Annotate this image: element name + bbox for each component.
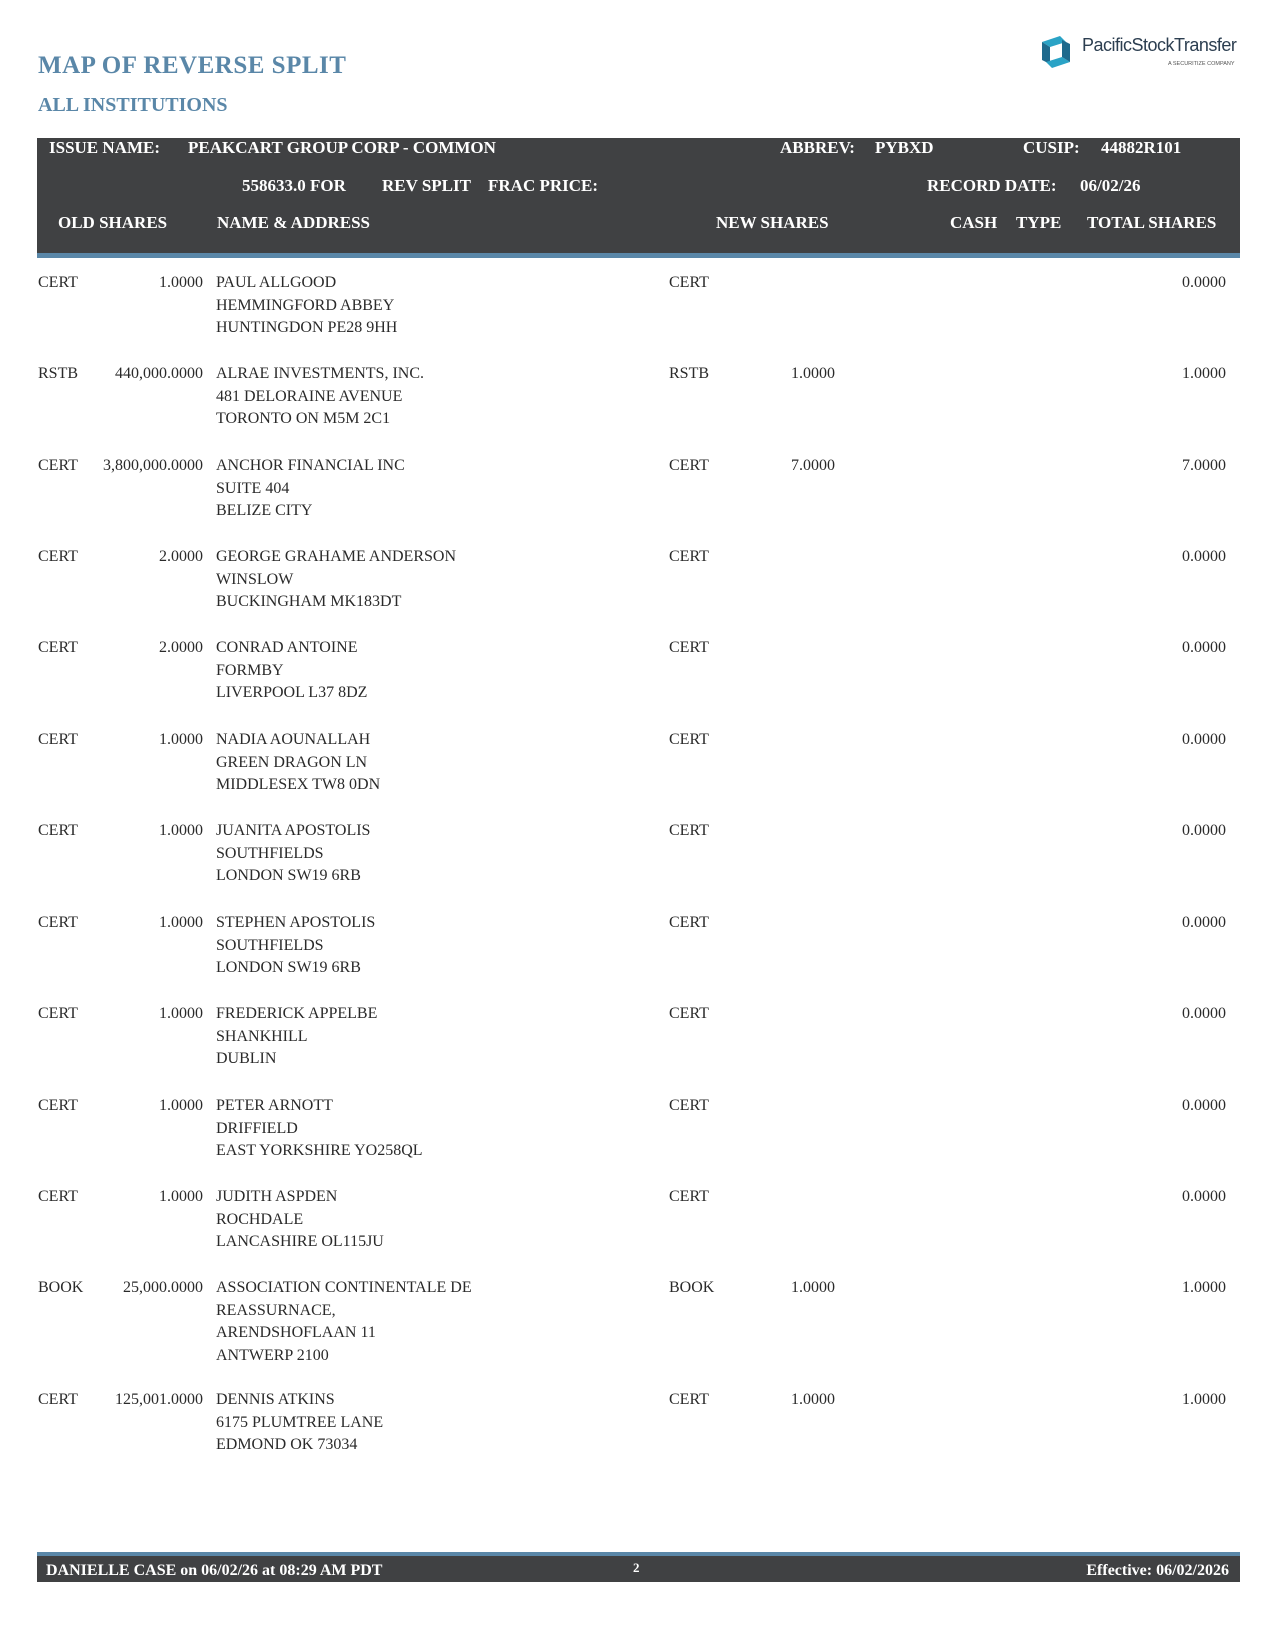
address-line: REASSURNACE, bbox=[216, 1301, 336, 1319]
address-line: LONDON SW19 6RB bbox=[216, 867, 361, 884]
new-type: CERT bbox=[669, 1097, 709, 1114]
old-shares: 3,800,000.0000 bbox=[103, 457, 203, 474]
old-shares: 125,001.0000 bbox=[115, 1391, 203, 1408]
address-line: ARENDSHOFLAAN 11 bbox=[216, 1324, 376, 1341]
old-type: CERT bbox=[38, 914, 78, 931]
address-line: HEMMINGFORD ABBEY bbox=[216, 296, 395, 314]
total-shares: 0.0000 bbox=[1182, 822, 1226, 839]
address-line: ASSOCIATION CONTINENTALE DE bbox=[216, 1279, 472, 1296]
address-line: BELIZE CITY bbox=[216, 502, 313, 519]
address-line: SUITE 404 bbox=[216, 479, 290, 497]
new-type: RSTB bbox=[669, 365, 710, 382]
total-shares: 0.0000 bbox=[1182, 731, 1226, 748]
total-shares: 0.0000 bbox=[1182, 914, 1226, 931]
logo-tagline: A SECURITIZE COMPANY bbox=[1168, 61, 1235, 67]
address-line: JUANITA APOSTOLIS bbox=[216, 822, 371, 839]
old-shares: 1.0000 bbox=[159, 1005, 203, 1022]
new-shares: 1.0000 bbox=[791, 1391, 835, 1408]
old-shares: 1.0000 bbox=[159, 1097, 203, 1114]
new-type: CERT bbox=[669, 457, 709, 474]
total-shares: 0.0000 bbox=[1182, 1097, 1226, 1114]
new-type: CERT bbox=[669, 639, 709, 656]
old-shares: 1.0000 bbox=[159, 822, 203, 839]
address-line: MIDDLESEX TW8 0DN bbox=[216, 776, 381, 793]
old-shares: 1.0000 bbox=[159, 731, 203, 748]
address-line: SHANKHILL bbox=[216, 1027, 308, 1045]
address-line: 6175 PLUMTREE LANE bbox=[216, 1413, 384, 1431]
new-type: CERT bbox=[669, 822, 709, 839]
frac-price-label: FRAC PRICE: bbox=[488, 176, 599, 195]
address-line: PAUL ALLGOOD bbox=[216, 274, 337, 291]
address-line: ANCHOR FINANCIAL INC bbox=[216, 457, 405, 474]
total-shares: 0.0000 bbox=[1182, 274, 1226, 291]
total-shares: 0.0000 bbox=[1182, 548, 1226, 565]
rev-split-label: REV SPLIT bbox=[382, 176, 471, 195]
address-line: EAST YORKSHIRE YO258QL bbox=[216, 1142, 423, 1159]
new-type: CERT bbox=[669, 731, 709, 748]
column-type: TYPE bbox=[1016, 213, 1062, 232]
new-shares: 1.0000 bbox=[791, 365, 835, 382]
issue-name-label: ISSUE NAME: bbox=[49, 138, 160, 157]
issue-name-value: PEAKCART GROUP CORP - COMMON bbox=[188, 138, 496, 157]
address-line: FORMBY bbox=[216, 661, 284, 679]
address-line: ALRAE INVESTMENTS, INC. bbox=[216, 365, 424, 382]
new-type: CERT bbox=[669, 914, 709, 931]
address-line: JUDITH ASPDEN bbox=[216, 1188, 338, 1205]
new-type: CERT bbox=[669, 548, 709, 565]
total-shares: 1.0000 bbox=[1182, 1279, 1226, 1296]
column-total-shares: TOTAL SHARES bbox=[1087, 213, 1217, 232]
old-type: BOOK bbox=[38, 1279, 84, 1296]
logo-wordmark: PacificStockTransfer bbox=[1082, 35, 1237, 55]
total-shares: 1.0000 bbox=[1182, 1391, 1226, 1408]
report-subtitle: ALL INSTITUTIONS bbox=[38, 94, 228, 116]
record-date-value: 06/02/26 bbox=[1080, 176, 1141, 195]
address-line: WINSLOW bbox=[216, 570, 294, 588]
address-line: ROCHDALE bbox=[216, 1210, 304, 1228]
address-line: LIVERPOOL L37 8DZ bbox=[216, 684, 368, 701]
total-shares: 0.0000 bbox=[1182, 639, 1226, 656]
address-line: FREDERICK APPELBE bbox=[216, 1005, 378, 1022]
column-cash: CASH bbox=[950, 213, 998, 232]
page-footer bbox=[37, 1552, 1240, 1582]
address-line: SOUTHFIELDS bbox=[216, 844, 324, 862]
address-line: PETER ARNOTT bbox=[216, 1097, 333, 1114]
address-line: DRIFFIELD bbox=[216, 1119, 298, 1137]
column-name-address: NAME & ADDRESS bbox=[217, 213, 371, 232]
column-old-shares: OLD SHARES bbox=[58, 213, 168, 232]
record-date-label: RECORD DATE: bbox=[927, 176, 1057, 195]
split-ratio: 558633.0 FOR bbox=[242, 176, 346, 195]
address-line: SOUTHFIELDS bbox=[216, 936, 324, 954]
total-shares: 7.0000 bbox=[1182, 457, 1226, 474]
old-shares: 2.0000 bbox=[159, 639, 203, 656]
new-type: CERT bbox=[669, 1391, 709, 1408]
footer-user-stamp: DANIELLE CASE on 06/02/26 at 08:29 AM PDT bbox=[46, 1562, 383, 1579]
old-type: CERT bbox=[38, 1188, 78, 1205]
address-line: STEPHEN APOSTOLIS bbox=[216, 914, 376, 931]
address-line: HUNTINGDON PE28 9HH bbox=[216, 319, 398, 336]
old-type: CERT bbox=[38, 1391, 78, 1408]
old-type: CERT bbox=[38, 822, 78, 839]
cusip-value: 44882R101 bbox=[1101, 138, 1182, 157]
address-line: 481 DELORAINE AVENUE bbox=[216, 387, 403, 405]
old-type: CERT bbox=[38, 731, 78, 748]
total-shares: 0.0000 bbox=[1182, 1005, 1226, 1022]
cusip-label: CUSIP: bbox=[1023, 138, 1080, 157]
old-type: CERT bbox=[38, 639, 78, 656]
address-line: LANCASHIRE OL115JU bbox=[216, 1233, 384, 1250]
page-number: 2 bbox=[633, 1560, 640, 1575]
old-type: CERT bbox=[38, 274, 78, 291]
address-line: LONDON SW19 6RB bbox=[216, 959, 361, 976]
address-line: BUCKINGHAM MK183DT bbox=[216, 593, 402, 610]
report-title: MAP OF REVERSE SPLIT bbox=[38, 52, 347, 79]
address-line: GREEN DRAGON LN bbox=[216, 753, 368, 771]
new-shares: 1.0000 bbox=[791, 1279, 835, 1296]
old-shares: 440,000.0000 bbox=[115, 365, 203, 382]
total-shares: 0.0000 bbox=[1182, 1188, 1226, 1205]
old-type: CERT bbox=[38, 548, 78, 565]
address-line: NADIA AOUNALLAH bbox=[216, 731, 371, 748]
address-line: GEORGE GRAHAME ANDERSON bbox=[216, 548, 457, 565]
old-shares: 25,000.0000 bbox=[123, 1279, 203, 1296]
new-type: CERT bbox=[669, 1005, 709, 1022]
abbrev-value: PYBXD bbox=[875, 138, 934, 157]
new-shares: 7.0000 bbox=[791, 457, 835, 474]
old-type: CERT bbox=[38, 1005, 78, 1022]
footer-effective-date: Effective: 06/02/2026 bbox=[1086, 1562, 1229, 1579]
new-type: CERT bbox=[669, 1188, 709, 1205]
new-type: BOOK bbox=[669, 1279, 715, 1296]
address-line: CONRAD ANTOINE bbox=[216, 639, 358, 656]
old-shares: 1.0000 bbox=[159, 274, 203, 291]
old-type: RSTB bbox=[38, 365, 79, 382]
abbrev-label: ABBREV: bbox=[780, 138, 855, 157]
address-line: DUBLIN bbox=[216, 1050, 277, 1067]
old-shares: 1.0000 bbox=[159, 1188, 203, 1205]
old-shares: 1.0000 bbox=[159, 914, 203, 931]
old-type: CERT bbox=[38, 457, 78, 474]
address-line: DENNIS ATKINS bbox=[216, 1391, 335, 1408]
column-new-shares: NEW SHARES bbox=[716, 213, 829, 232]
old-type: CERT bbox=[38, 1097, 78, 1114]
address-line: TORONTO ON M5M 2C1 bbox=[216, 410, 391, 427]
total-shares: 1.0000 bbox=[1182, 365, 1226, 382]
new-type: CERT bbox=[669, 274, 709, 291]
old-shares: 2.0000 bbox=[159, 548, 203, 565]
address-line: ANTWERP 2100 bbox=[216, 1346, 329, 1364]
address-line: EDMOND OK 73034 bbox=[216, 1436, 358, 1453]
